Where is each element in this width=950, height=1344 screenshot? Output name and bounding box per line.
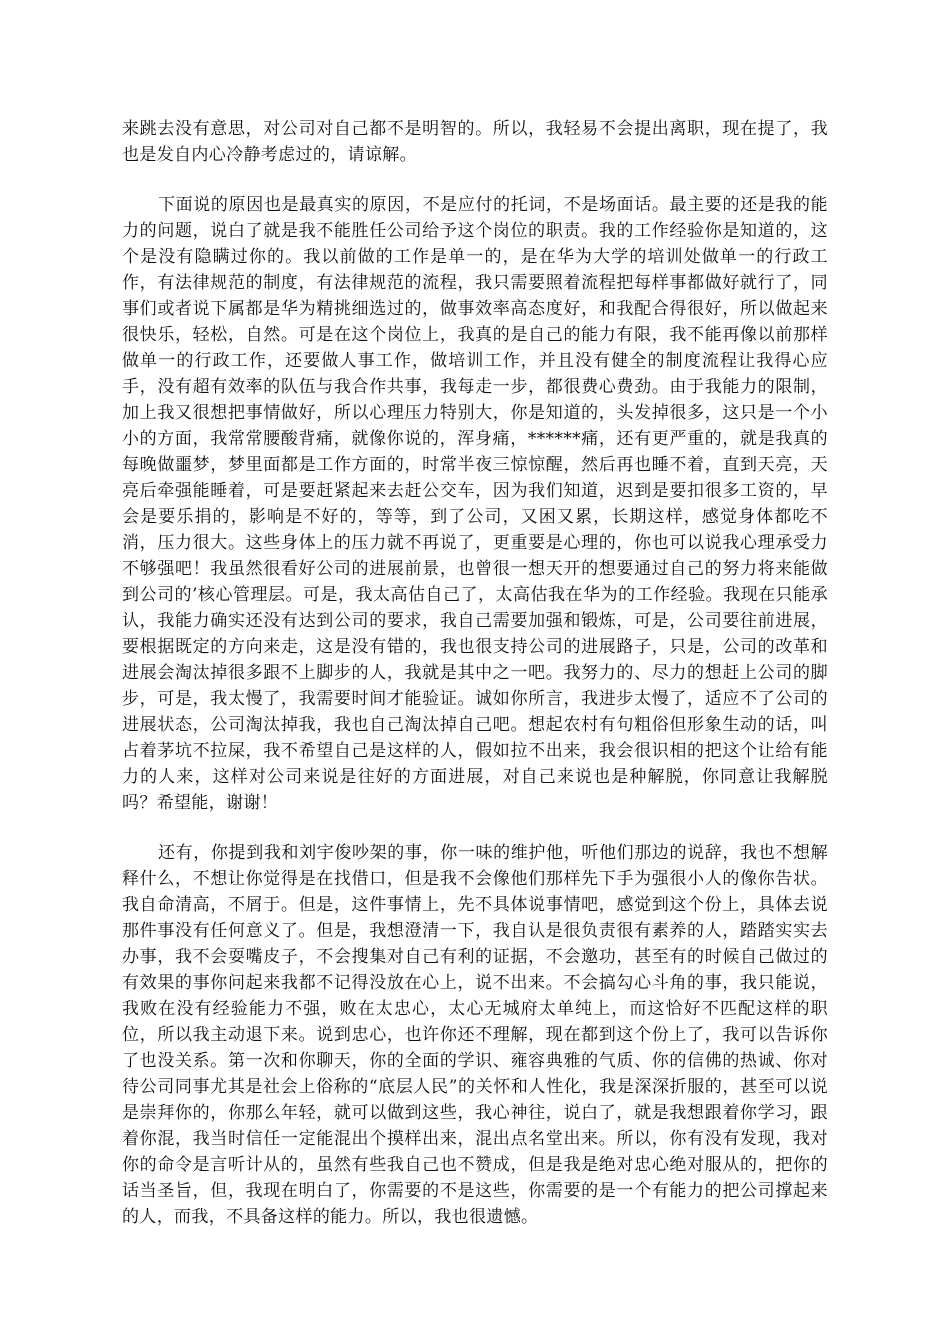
paragraph-spacer	[122, 168, 828, 192]
paragraph-spacer	[122, 816, 828, 840]
paragraph-2: 下面说的原因也是最真实的原因，不是应付的托词，不是场面话。最主要的还是我的能力的问题，说白了就是我不能胜任公司给予这个岗位的职责。我的工作经验你是知道的，这个是没有隐瞒过你的。我以前做的工作是单一的，是在华为大学的培训处做单一的行政工作，有法律规范的制度，有法律规范的流程，我只需要照着流程把每样事都做好就行了，同事们或者说下属都是华为精挑细选过的，做事效率高态度好，和我配合得很好，所以做起来很快乐，轻松，自然。可是在这个岗位上，我真的是自己的能力有限，我不能再像以前那样做单一的行政工作，还要做人事工作，做培训工作，并且没有健全的制度流程让我得心应手，没有超有效率的队伍与我合作共事，我每走一步，都很费心费劲。由于我能力的限制，加上我又很想把事情做好，所以心理压力特别大，你是知道的，头发掉很多，这只是一个小小的方面，我常常腰酸背痛，就像你说的，浑身痛，******痛，还有更严重的，就是我真的每晚做噩梦，梦里面都是工作方面的，时常半夜三惊惊醒，然后再也睡不着，直到天亮，天亮后牵强能睡着，可是要赶紧起来去赶公交车，因为我们知道，迟到是要扣很多工资的，早会是要乐捐的，影响是不好的，等等，到了公司，又困又累，长期这样，感觉身体都吃不消，压力很大。这些身体上的压力就不再说了，更重要是心理的，你也可以说我心理承受力不够强吧！我虽然很看好公司的进展前景，也曾很一想天开的想要通过自己的努力将来能做到公司的’核心管理层。可是，我太高估自己了，太高估我在华为的工作经验。我现在只能承认，我能力确实还没有达到公司的要求，我自己需要加强和锻炼，可是，公司要往前进展，要根据既定的方向来走，这是没有错的，我也很支持公司的进展路子，只是，公司的改革和进展会淘汰掉很多跟不上脚步的人，我就是其中之一吧。我努力的、尽力的想赶上公司的脚步，可是，我太慢了，我需要时间才能验证。诚如你所言，我进步太慢了，适应不了公司的进展状态，公司淘汰掉我，我也自己淘汰掉自己吧。想起农村有句粗俗但形象生动的话，叫占着茅坑不拉屎，我不希望自己是这样的人，假如拉不出来，我会很识相的把这个让给有能力的人来，这样对公司来说是往好的方面进展，对自己来说也是种解脱，你同意让我解脱吗？希望能，谢谢！	[122, 195, 828, 813]
paragraph-3: 还有，你提到我和刘宇俊吵架的事，你一味的维护他，听他们那边的说辞，我也不想解释什么，不想让你觉得是在找借口，但是我不会像他们那样先下手为强很小人的像你告状。我自命清高，不屑于。但是，这件事情上，先不具体说事情吧，感觉到这个份上，具体去说那件事没有任何意义了。但是，我想澄清一下，我自认是很负责很有素养的人，踏踏实实去办事，我不会耍嘴皮子，不会搜集对自己有利的证据，不会邀功，甚至有的时候自己做过的有效果的事你问起来我都不记得没放在心上，说不出来。不会搞勾心斗角的事，我只能说，我败在没有经验能力不强，败在太忠心，太心无城府太单纯上，而这恰好不匹配这样的职位，所以我主动退下来。说到忠心，也许你还不理解，现在都到这个份上了，我可以告诉你了也没关系。第一次和你聊天，你的全面的学识、雍容典雅的气质、你的信佛的热诚、你对待公司同事尤其是社会上俗称的“底层人民”的关怀和人性化，我是深深折服的，甚至可以说是崇拜你的，你那么年轻，就可以做到这些，我心神往，说白了，就是我想跟着你学习，跟着你混，我当时信任一定能混出个摸样出来，混出点名堂出来。所以，你有没有发现，我对你的命令是言听计从的，虽然有些我自己也不赞成，但是我是绝对忠心绝对服从的，把你的话当圣旨，但，我现在明白了，你需要的不是这些，你需要的是一个有能力的把公司撑起来的人，而我，不具备这样的能力。所以，我也很遗憾。	[122, 843, 828, 1227]
paragraph-1: 来跳去没有意思，对公司对自己都不是明智的。所以，我轻易不会提出离职，现在提了，我也是发自内心冷静考虑过的，请谅解。	[122, 119, 828, 165]
